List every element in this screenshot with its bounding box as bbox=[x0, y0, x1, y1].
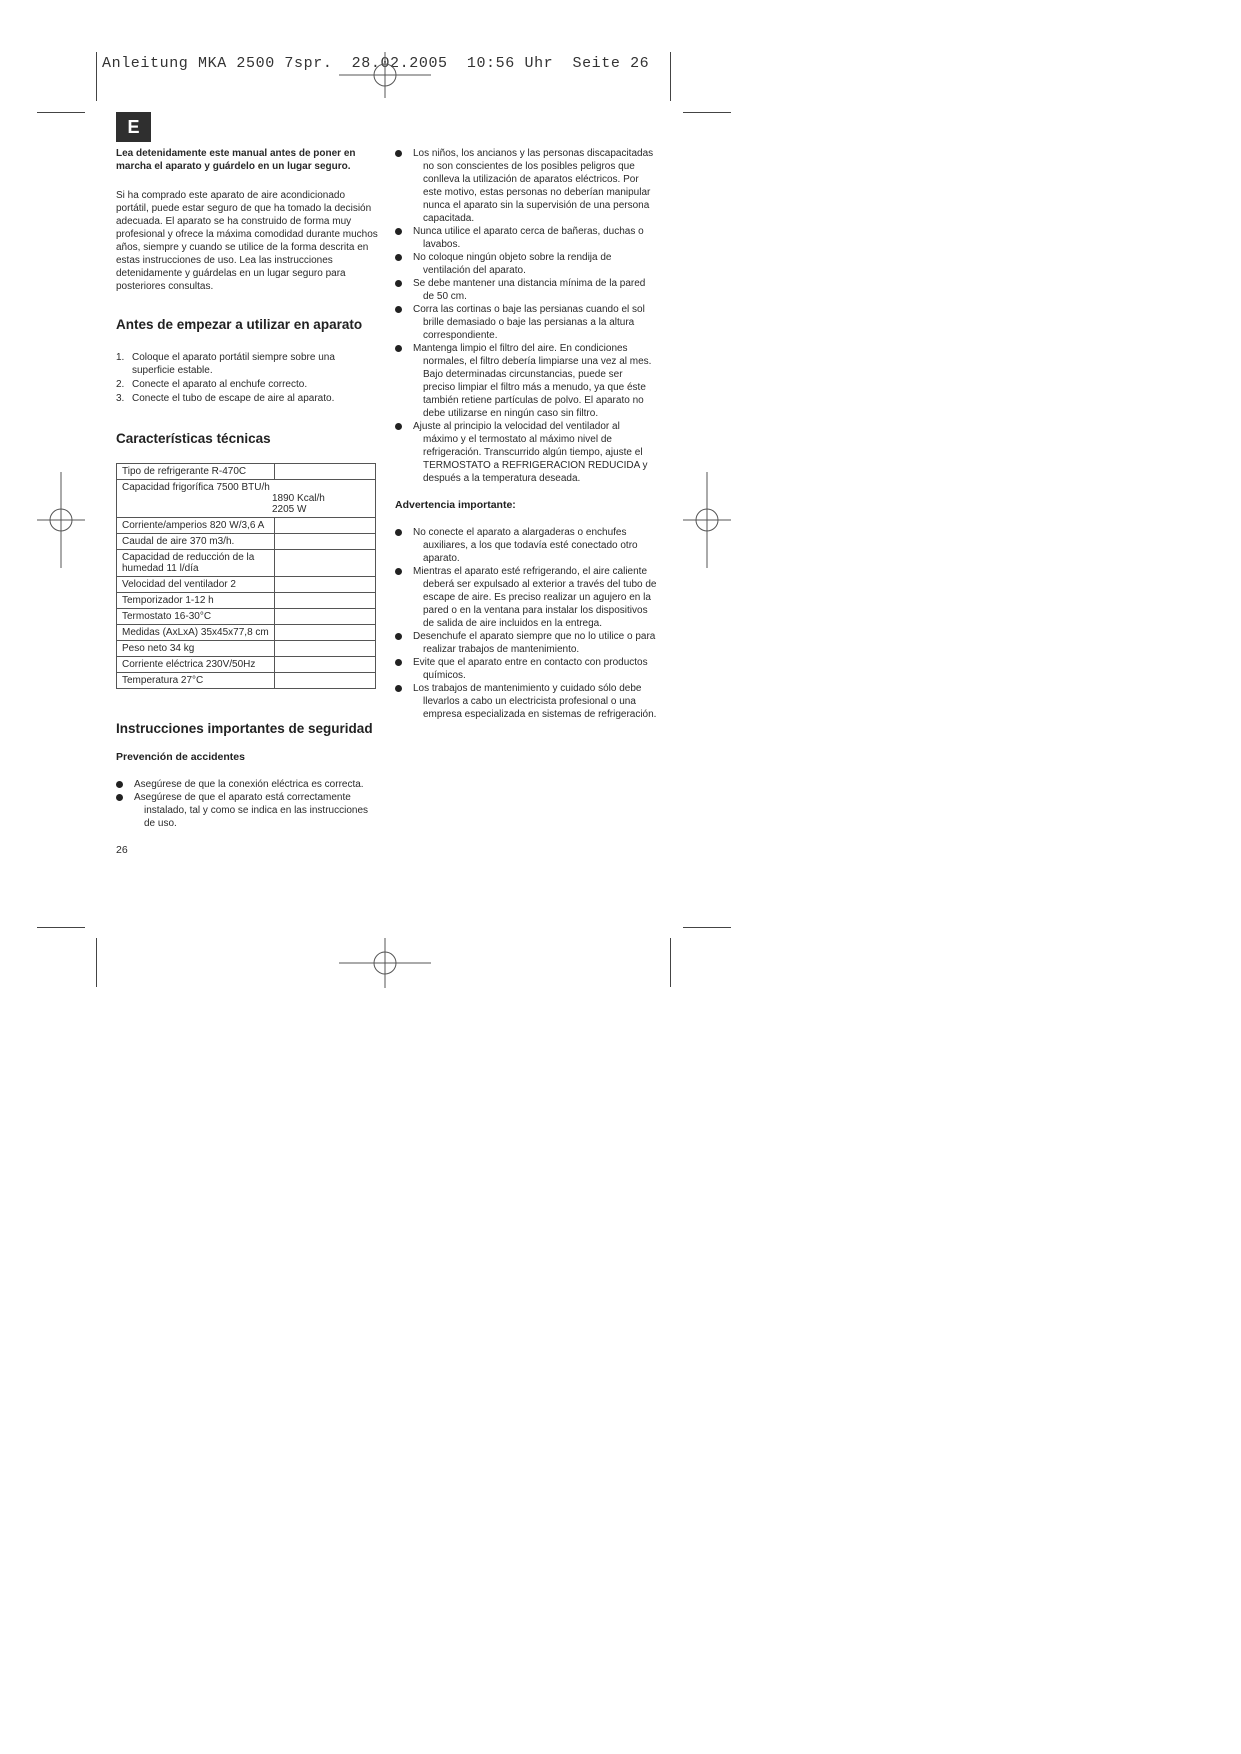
warning-bullets bbox=[395, 526, 657, 721]
spec-sub-value: 1890 Kcal/h bbox=[272, 493, 325, 504]
crop-mark-top-right-vertical bbox=[670, 52, 671, 101]
safety-bullets-left bbox=[116, 778, 378, 830]
safety-bullets-right bbox=[395, 147, 657, 485]
left-column bbox=[116, 147, 378, 857]
spec-value-cell bbox=[274, 625, 375, 641]
bullet-text: Asegúrese de que el aparato está correctamente instalado, tal y como se indica en las instrucciones de uso. bbox=[134, 792, 369, 829]
crop-mark-bottom-right-horizontal bbox=[683, 927, 731, 928]
crop-mark-top-left-vertical bbox=[96, 52, 97, 101]
spec-cell: Termostato 16-30°C bbox=[117, 609, 275, 625]
spec-value-cell bbox=[274, 518, 375, 534]
spec-value-cell bbox=[274, 534, 375, 550]
spec-cell: Corriente/amperios 820 W/3,6 A bbox=[117, 518, 275, 534]
spec-value-cell bbox=[274, 577, 375, 593]
spec-cell: Peso neto 34 kg bbox=[117, 641, 275, 657]
list-item bbox=[395, 565, 657, 630]
spec-cell: Corriente eléctrica 230V/50Hz bbox=[117, 657, 275, 673]
list-item bbox=[116, 791, 378, 830]
step-number: 3. bbox=[116, 393, 125, 404]
spec-cell: Caudal de aire 370 m3/h. bbox=[117, 534, 275, 550]
table-row bbox=[117, 657, 376, 673]
spec-value-cell bbox=[274, 641, 375, 657]
table-row bbox=[117, 464, 376, 480]
step-number: 1. bbox=[116, 352, 125, 363]
intro-bold-paragraph: Lea detenidamente este manual antes de poner en marcha el aparato y guárdelo en un lugar seguro. bbox=[116, 148, 356, 172]
table-row bbox=[117, 534, 376, 550]
table-row bbox=[117, 593, 376, 609]
table-row bbox=[117, 641, 376, 657]
section-title-safety: Instrucciones importantes de seguridad bbox=[116, 721, 373, 736]
list-item bbox=[116, 392, 378, 405]
spec-value-cell bbox=[274, 464, 375, 480]
table-row bbox=[117, 577, 376, 593]
list-item bbox=[395, 277, 657, 303]
registration-mark-top-icon bbox=[337, 52, 433, 98]
section-title-specs: Características técnicas bbox=[116, 431, 271, 446]
bullet-text: Se debe mantener una distancia mínima de la pared de 50 cm. bbox=[413, 278, 646, 302]
spec-sub-value: 2205 W bbox=[272, 504, 307, 515]
warning-title: Advertencia importante: bbox=[395, 499, 516, 511]
list-item bbox=[395, 526, 657, 565]
registration-mark-right-icon bbox=[683, 472, 731, 568]
right-column bbox=[395, 147, 657, 721]
setup-steps-list bbox=[116, 351, 378, 405]
table-row bbox=[117, 550, 376, 577]
list-item bbox=[395, 630, 657, 656]
bullet-text: Mientras el aparato esté refrigerando, el aire caliente deberá ser expulsado al exterior a través del tubo de escape de aire. Es preciso realizar un agujero en la pared o en la ventana para instalar los dispositivos de salida de aire incluidos en la entrega. bbox=[413, 566, 657, 629]
bullet-text: No conecte el aparato a alargaderas o enchufes auxiliares, a los que todavía esté conectado otro aparato. bbox=[413, 527, 638, 564]
table-row bbox=[117, 480, 376, 518]
spec-cell: Capacidad frigorífica 7500 BTU/h bbox=[122, 482, 270, 493]
registration-mark-left-icon bbox=[37, 472, 85, 568]
bullet-text: Nunca utilice el aparato cerca de bañeras, duchas o lavabos. bbox=[413, 226, 644, 250]
list-item bbox=[395, 147, 657, 225]
list-item bbox=[395, 342, 657, 420]
bullet-text: Los niños, los ancianos y las personas discapacitadas no son conscientes de los posibles peligros que conlleva la utilización de aparatos eléctricos. Por este motivo, estas personas no deberían manipular nunca el aparato sin la supervisión de una persona capacitada. bbox=[413, 148, 654, 224]
step-text: Conecte el tubo de escape de aire al aparato. bbox=[132, 393, 335, 404]
spec-cell-capacity bbox=[117, 480, 376, 518]
bullet-text: No coloque ningún objeto sobre la rendija de ventilación del aparato. bbox=[413, 252, 612, 276]
bullet-text: Ajuste al principio la velocidad del ventilador al máximo y el termostato al máximo nivel de refrigeración. Transcurrido algún tiempo, ajuste el TERMOSTATO a REFRIGERACION REDUCIDA y después a la temperatura deseada. bbox=[413, 421, 648, 484]
page-number: 26 bbox=[116, 844, 128, 856]
crop-mark-bottom-right-vertical bbox=[670, 938, 671, 987]
step-text: Coloque el aparato portátil siempre sobre una superficie estable. bbox=[132, 352, 335, 376]
spec-cell: Capacidad de reducción de la humedad 11 l/día bbox=[117, 550, 275, 577]
spec-cell: Temperatura 27°C bbox=[117, 673, 275, 689]
list-item bbox=[395, 303, 657, 342]
bullet-text: Evite que el aparato entre en contacto con productos químicos. bbox=[413, 657, 648, 681]
spec-value-cell bbox=[274, 673, 375, 689]
language-badge: E bbox=[116, 112, 151, 142]
step-number: 2. bbox=[116, 379, 125, 390]
list-item bbox=[395, 225, 657, 251]
crop-mark-top-right-horizontal bbox=[683, 112, 731, 113]
spec-value-cell bbox=[274, 657, 375, 673]
table-row bbox=[117, 609, 376, 625]
table-row bbox=[117, 625, 376, 641]
crop-mark-bottom-left-vertical bbox=[96, 938, 97, 987]
list-item bbox=[395, 420, 657, 485]
spec-value-cell bbox=[274, 550, 375, 577]
list-item bbox=[116, 378, 378, 391]
subsection-title-accidents: Prevención de accidentes bbox=[116, 751, 245, 763]
list-item bbox=[116, 778, 378, 791]
spec-cell: Temporizador 1-12 h bbox=[117, 593, 275, 609]
crop-mark-top-left-horizontal bbox=[37, 112, 85, 113]
printer-slug: Anleitung MKA 2500 7spr. 28.02.2005 10:56 Uhr Seite 26 bbox=[102, 55, 650, 72]
list-item bbox=[116, 351, 378, 377]
list-item bbox=[395, 682, 657, 721]
crop-mark-bottom-left-horizontal bbox=[37, 927, 85, 928]
spec-cell: Medidas (AxLxA) 35x45x77,8 cm bbox=[117, 625, 275, 641]
spec-cell: Velocidad del ventilador 2 bbox=[117, 577, 275, 593]
list-item bbox=[395, 251, 657, 277]
bullet-text: Corra las cortinas o baje las persianas cuando el sol brille demasiado o baje las persianas a la altura correspondiente. bbox=[413, 304, 645, 341]
table-row bbox=[117, 673, 376, 689]
specs-table bbox=[116, 463, 376, 689]
bullet-text: Los trabajos de mantenimiento y cuidado sólo debe llevarlos a cabo un electricista profesional o una empresa especializada en sistemas de refrigeración. bbox=[413, 683, 657, 720]
list-item bbox=[395, 656, 657, 682]
step-text: Conecte el aparato al enchufe correcto. bbox=[132, 379, 308, 390]
intro-paragraph: Si ha comprado este aparato de aire acondicionado portátil, puede estar seguro de que ha tomado la decisión adecuada. El aparato se ha construido de forma muy profesional y ofrece la máxima comodidad durante muchos años, siempre y cuando se utilice de la forma descrita en estas instrucciones de uso. Lea las instrucciones detenidamente y guárdelas en un lugar seguro para posteriores consultas. bbox=[116, 190, 378, 292]
spec-cell: Tipo de refrigerante R-470C bbox=[117, 464, 275, 480]
spec-value-cell bbox=[274, 609, 375, 625]
bullet-text: Mantenga limpio el filtro del aire. En condiciones normales, el filtro debería limpiarse una vez al mes. Bajo determinadas circunstancias, puede ser preciso limpiar el filtro más a menudo, ya que éste también retiene partículas de polvo. El aparato no debe utilizarse en ningún caso sin filtro. bbox=[413, 343, 652, 419]
bullet-text: Desenchufe el aparato siempre que no lo utilice o para realizar trabajos de mantenimiento. bbox=[413, 631, 656, 655]
table-row bbox=[117, 518, 376, 534]
registration-mark-bottom-icon bbox=[337, 938, 433, 988]
bullet-text: Asegúrese de que la conexión eléctrica es correcta. bbox=[134, 779, 364, 790]
spec-value-cell bbox=[274, 593, 375, 609]
section-title-before-use: Antes de empezar a utilizar en aparato bbox=[116, 317, 363, 332]
